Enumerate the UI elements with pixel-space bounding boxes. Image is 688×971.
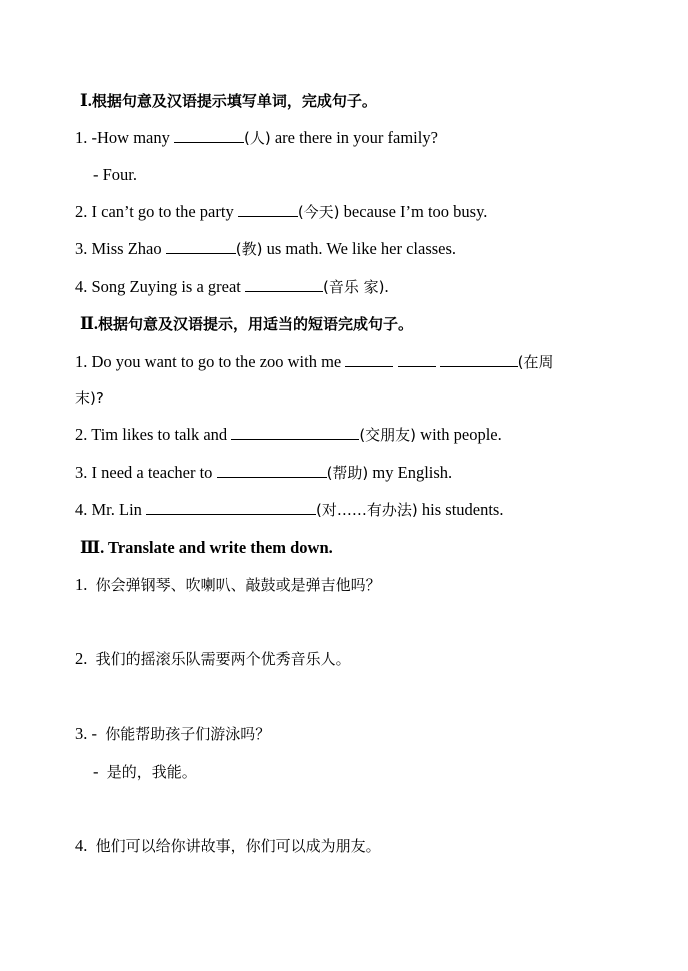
- s1-question-4: [75, 276, 389, 298]
- s1-q4-blank[interactable]: [245, 276, 323, 292]
- s3-item-3-number: 3. -: [75, 724, 97, 743]
- s3-item-2-text: 我们的摇滚乐队需要两个优秀音乐人。: [95, 650, 351, 668]
- s2-q3-text-after: my English.: [368, 463, 453, 482]
- s3-item-3-answer-dash: -: [93, 762, 99, 781]
- s2-q1-hint: (在周: [517, 353, 554, 371]
- section-1-title: 根据句意及汉语提示填写单词，完成句子。: [91, 92, 377, 110]
- s2-q4-text-before: 4. Mr. Lin: [75, 500, 147, 519]
- s2-q1-blank-2[interactable]: [398, 351, 436, 367]
- section-1-heading: [80, 90, 377, 112]
- s1-q1-text-before: 1. -How many: [75, 128, 174, 147]
- s3-item-1: [75, 574, 381, 596]
- s1-q1-blank[interactable]: [174, 127, 244, 143]
- s2-q4-hint: (对……有办法): [316, 501, 418, 519]
- s1-q3-blank[interactable]: [166, 238, 236, 254]
- s3-item-1-number: 1.: [75, 575, 88, 594]
- s1-q4-hint: (音乐 家): [323, 278, 385, 296]
- s2-question-1: [75, 351, 554, 373]
- s3-item-3-answer-text: 是的，我能。: [106, 763, 197, 781]
- section-3-title: Translate and write them down.: [104, 538, 333, 557]
- s3-item-3-text: 你能帮助孩子们游泳吗？: [105, 725, 271, 743]
- s1-question-1: [75, 127, 438, 149]
- section-2-title: 根据句意及汉语提示，用适当的短语完成句子。: [98, 315, 414, 333]
- s2-q2-text-after: with people.: [416, 425, 502, 444]
- s2-q1-continuation-text: 末)?: [75, 389, 104, 407]
- s1-q1-hint: (人): [243, 129, 271, 147]
- s1-q1-answer-text: - Four.: [93, 165, 138, 184]
- s1-q4-text-before: 4. Song Zuying is a great: [75, 277, 246, 296]
- s1-q2-hint: (今天): [297, 203, 340, 221]
- section-2-heading: [80, 313, 413, 335]
- s3-item-4: [75, 835, 381, 857]
- s2-question-4: [75, 499, 503, 521]
- s2-q3-text-before: 3. I need a teacher to: [75, 463, 217, 482]
- s1-q1-text-after: are there in your family?: [270, 128, 438, 147]
- section-2-numeral: Ⅱ.: [80, 314, 99, 333]
- s2-q2-blank[interactable]: [231, 424, 359, 440]
- s1-question-3: [75, 238, 456, 260]
- s1-question-1-answer: [93, 164, 137, 186]
- s2-question-3: [75, 462, 452, 484]
- s3-item-1-text: 你会弹钢琴、吹喇叭、敲鼓或是弹吉他吗？: [95, 576, 381, 594]
- s2-q1-text-before: 1. Do you want to go to the zoo with me: [75, 352, 346, 371]
- s3-item-4-text: 他们可以给你讲故事，你们可以成为朋友。: [95, 837, 381, 855]
- s1-q3-text-after: us math. We like her classes.: [262, 239, 457, 258]
- s2-q1-blank-1[interactable]: [345, 351, 393, 367]
- s1-q2-text-after: because I’m too busy.: [339, 202, 488, 221]
- s2-q4-text-after: his students.: [417, 500, 504, 519]
- section-3-heading: [80, 537, 333, 559]
- section-1-numeral: Ⅰ.: [80, 91, 92, 110]
- s3-item-4-number: 4.: [75, 836, 88, 855]
- s2-q2-hint: (交朋友): [359, 426, 417, 444]
- s3-item-3: [75, 723, 270, 745]
- s1-q3-hint: (教): [235, 240, 263, 258]
- s1-q2-text-before: 2. I can’t go to the party: [75, 202, 238, 221]
- s2-q1-blank-3[interactable]: [440, 351, 518, 367]
- s2-q4-blank[interactable]: [146, 499, 316, 515]
- s1-question-2: [75, 201, 487, 223]
- s3-item-2: [75, 648, 351, 670]
- s2-q2-text-before: 2. Tim likes to talk and: [75, 425, 232, 444]
- s2-question-2: [75, 424, 502, 446]
- s3-item-3-answer: [93, 761, 197, 783]
- s1-q3-text-before: 3. Miss Zhao: [75, 239, 166, 258]
- s2-q3-blank[interactable]: [217, 462, 327, 478]
- s1-q4-text-after: .: [384, 277, 389, 296]
- section-3-numeral: Ⅲ.: [80, 538, 105, 557]
- s2-q3-hint: (帮助): [326, 464, 369, 482]
- s2-question-1-continuation: [75, 387, 104, 409]
- s3-item-2-number: 2.: [75, 649, 88, 668]
- s1-q2-blank[interactable]: [238, 201, 298, 217]
